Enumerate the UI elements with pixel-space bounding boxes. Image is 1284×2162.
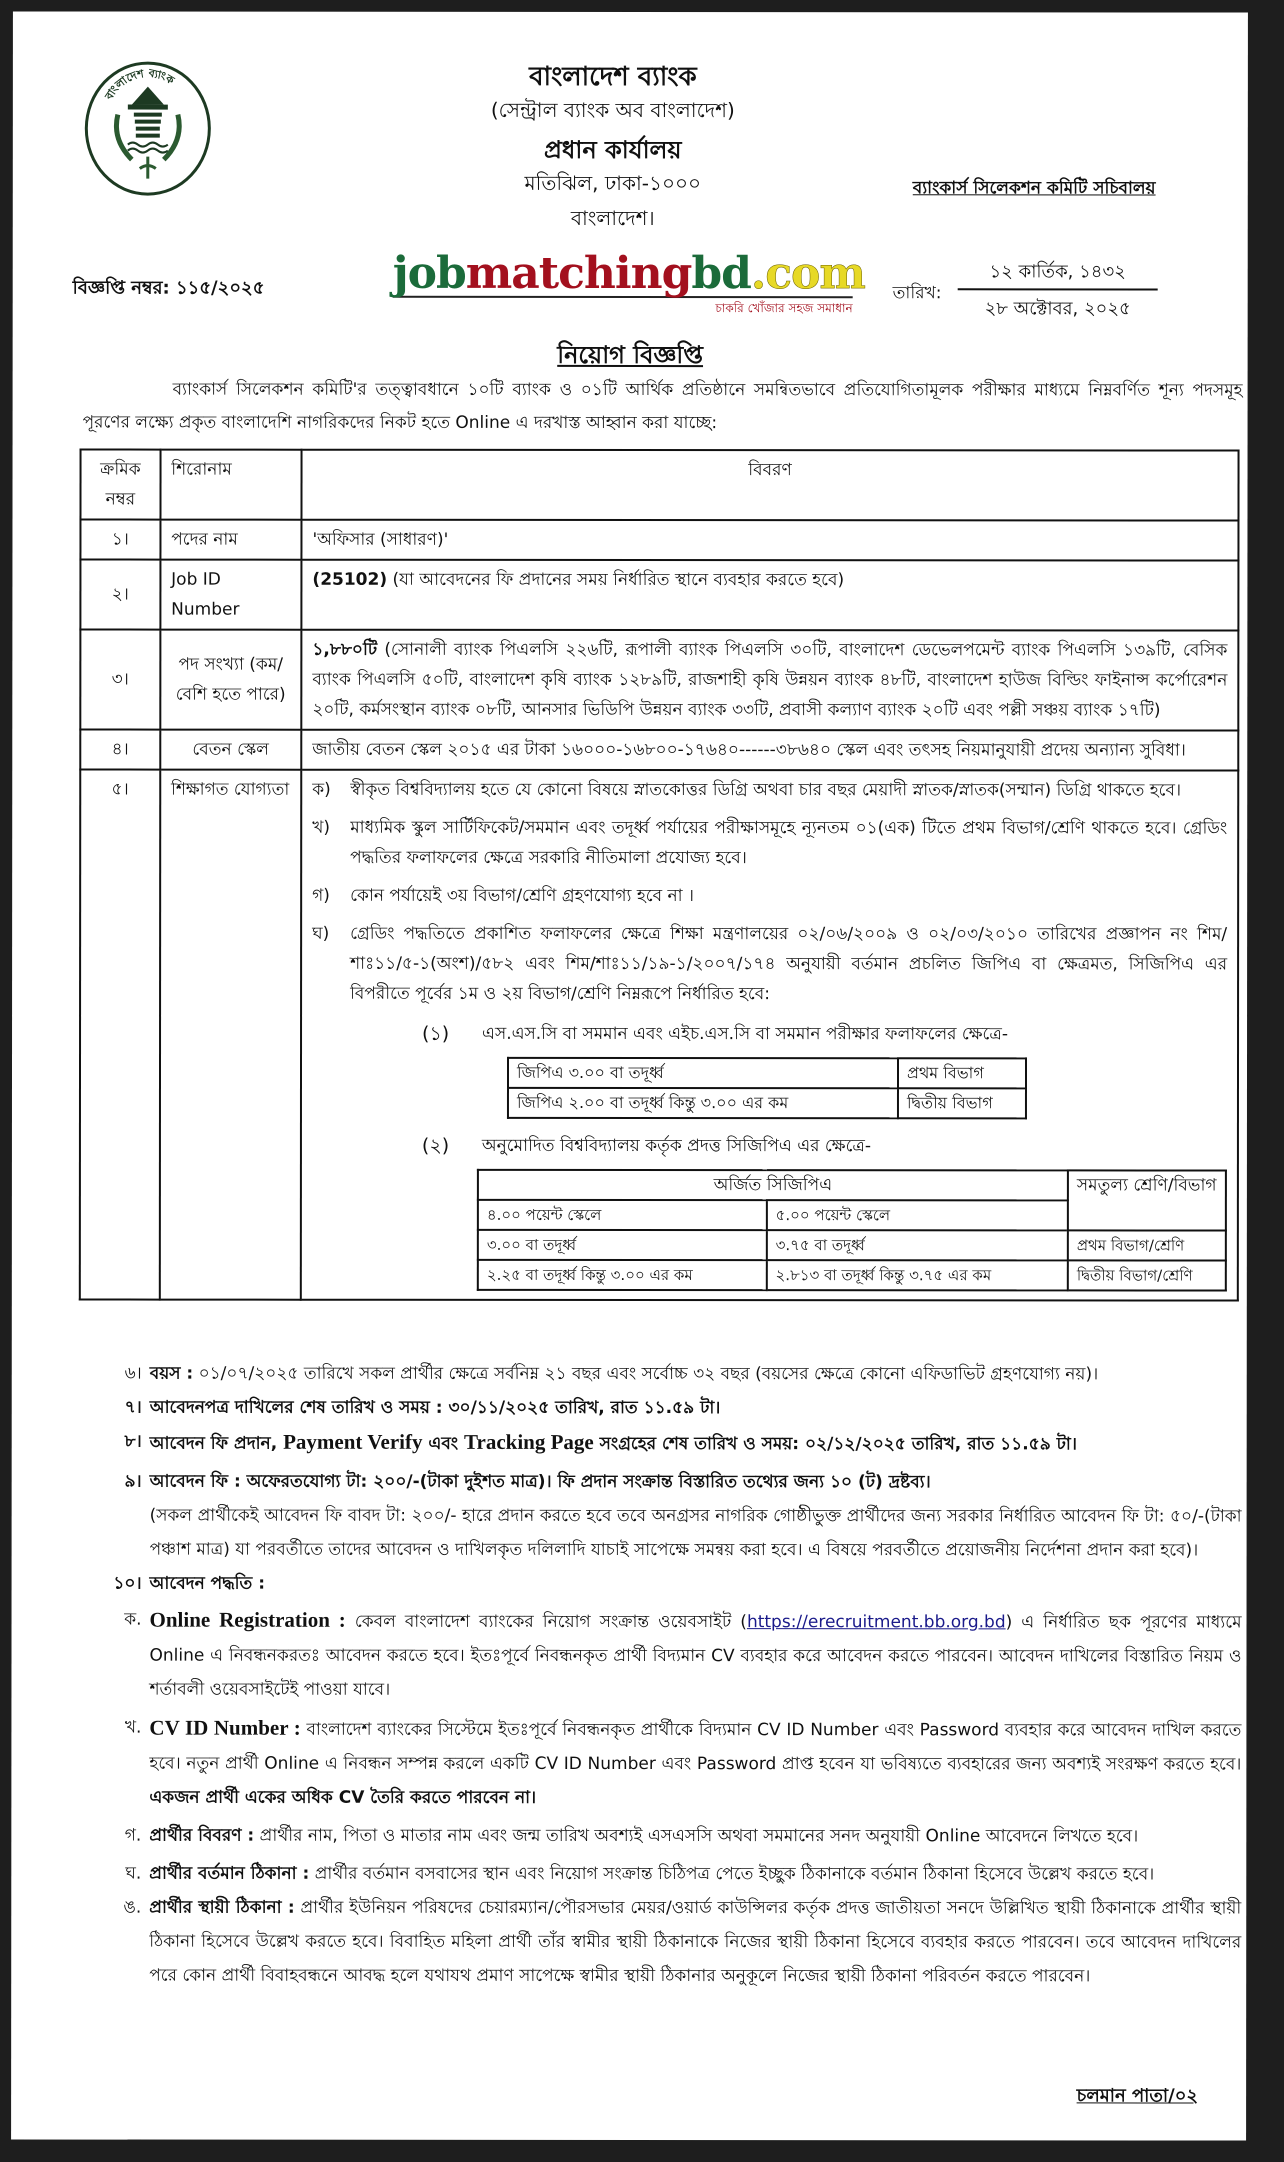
watermark-part-2: matching [465,247,692,300]
item-payment-deadline: ৮। আবেদন ফি প্রদান, Payment Verify এবং Tracking Page সংগ্রহের শেষ তারিখ ও সময়: ০২/১২/২০২৫ তারিখ, রাত ১১.৫৯ টা। [124,1429,1077,1455]
org-subtitle: (সেন্ট্রাল ব্যাংক অব বাংলাদেশ) [490,97,735,123]
table-row [80,560,1238,631]
gpa-table [507,1057,1027,1119]
row-title: পদের নাম [160,520,301,560]
item-method: ১০। আবেদন পদ্ধতি : [113,1573,266,1594]
qualification-item: ঘ) গ্রেডিং পদ্ধতিতে প্রকাশিত ফলাফলের ক্ষেত্রে শিক্ষা মন্ত্রণালয়ের ০২/০৬/২০০৯ ও ০২/০৩/২০১০ তারিখের প্রজ্ঞাপন নং শিম/শাঃ১১/৫-১(অংশ)/৫৮২ এবং শিম/শাঃ১১/১৯-১/২০০৭/১৭৪ অনুযায়ী বর্তমান প্রচলিত জিপিএ বা ক্ষেত্রমত, সিজিপিএ এর বিপরীতে পূর্বের ১ম ও ২য় বিভাগ/শ্রেণি নিম্নরূপে নির্ধারিত হবে: [312,923,1228,1005]
row-title: বেতন স্কেল [160,730,301,770]
qualification-item: খ) মাধ্যমিক স্কুল সার্টিফিকেট/সমমান এবং তদূর্ধ্ব পর্যায়ের পরীক্ষাসমূহে ন্যূনতম ০১(এক) টিতে প্রথম বিভাগ/শ্রেণি থাকতে হবে। গ্রেডিং পদ্ধতির ফলাফলের ক্ষেত্রে সরকারি নীতিমালা প্রযোজ্য হবে। [312,817,1228,869]
notice-number: বিজ্ঞপ্তি নম্বর: ১১৫/২০২৫ [72,277,265,299]
bank-emblem-icon [88,65,208,193]
row-number: ২। [80,560,160,630]
row-description [301,770,1238,1301]
item-fee: ৯। আবেদন ফি : অফেরতযোগ্য টা: ২০০/-(টাকা দুইশত মাত্র)। ফি প্রদান সংক্রান্ত বিস্তারিত তথ্যের জন্য ১০ (ট) দ্রষ্টব্য। [124,1471,931,1493]
watermark-part-3: bd [691,248,751,300]
date-label: তারিখ: [892,283,942,304]
watermark-part-1: job [392,247,466,299]
post-count: ১,৮৮০টি [312,639,378,660]
address-line-2: বাংলাদেশ। [570,205,655,231]
intro-paragraph: ব্যাংকার্স সিলেকশন কমিটি'র তত্ত্বাবধানে ১০টি ব্যাংক ও ০১টি আর্থিক প্রতিষ্ঠানে সমন্বিতভাবে প্রতিযোগিতামূলক পরীক্ষার মাধ্যমে নিম্নবর্ণিত শূন্য পদসমূহ পূরণের লক্ষ্যে প্রকৃত বাংলাদেশি নাগরিকদের নিকট হতে Online এ দরখাস্ত আহ্বান করা যাচ্ছে: [82,379,1243,434]
item-fee-note: (সকল প্রার্থীকেই আবেদন ফি বাবদ টা: ২০০/- হারে প্রদান করতে হবে তবে অনগ্রসর নাগরিক গোষ্ঠীভুক্ত প্রার্থীদের জন্য সরকার নির্ধারিত আবেদন ফি টা: ৫০/-(টাকা পঞ্চাশ মাত্র) যা পরবর্তীতে তাদের আবেদন ও দাখিলকৃত দলিলাদি যাচাই সাপেক্ষে সমন্বয় করা হবে। এ বিষয়ে পরবর্তীতে প্রয়োজনীয় নির্দেশনা প্রদান করা হবে)। [149,1505,1242,1561]
cgpa-section-heading: (২) অনুমোদিত বিশ্ববিদ্যালয় কর্তৃক প্রদত্ত সিজিপিএ এর ক্ষেত্রে- [421,1134,872,1157]
row-title: পদ সংখ্যা (কম/বেশি হতে পারে) [160,630,301,730]
qualification-item: ক) স্বীকৃত বিশ্ববিদ্যালয় হতে যে কোনো বিষয়ে স্নাতকোত্তর ডিগ্রি অথবা চার বছর মেয়াদী স্নাতক/স্নাতক(সম্মান) ডিগ্রি থাকতে হবে। [312,779,1182,801]
method-item-present-address: ঘ. প্রার্থীর বর্তমান ঠিকানা : প্রার্থীর বর্তমান বসবাসের স্থান এবং নিয়োগ সংক্রান্ত চিঠিপত্র পেতে ইচ্ছুক ঠিকানাকে বর্তমান ঠিকানা হিসেবে উল্লেখ করতে হবে। [125,1863,1155,1885]
table-row [80,630,1238,731]
org-name: বাংলাদেশ ব্যাংক [529,61,697,93]
row-description: জাতীয় বেতন স্কেল ২০১৫ এর টাকা ১৬০০০-১৬৮০০-১৭৬৪০------৩৮৬৪০ স্কেল এবং তৎসহ নিয়মানুযায়ী প্রদেয় অন্যান্য সুবিধা। [301,730,1238,771]
table-row [80,770,1238,1301]
gpa-row: জিপিএ ৩.০০ বা তদূর্ধ্ব প্রথম বিভাগ [508,1058,1026,1088]
notice-title: নিয়োগ বিজ্ঞপ্তি [557,340,704,370]
header-title: শিরোনাম [160,450,301,520]
items-list [81,1357,1242,1994]
bangladesh-bank-logo [85,62,211,196]
continued-page-label: চলমান পাতা/০২ [1076,2085,1199,2107]
cgpa-row: ২.২৫ বা তদূর্ধ্ব কিন্তু ৩.০০ এর কম ২.৮১৩ বা তদূর্ধ্ব কিন্তু ৩.৭৫ এর কম দ্বিতীয় বিভাগ/শ্রেণি [478,1260,1226,1291]
method-item-permanent-address: ঙ. প্রার্থীর স্থায়ী ঠিকানা : প্রার্থীর ইউনিয়ন পরিষদের চেয়ারম্যান/পৌরসভার মেয়র/ওয়ার্ড কাউন্সিলর কর্তৃক প্রদত্ত জাতীয়তা সনদে উল্লিখিত স্থায়ী ঠিকানাকে প্রার্থীর স্থায়ী ঠিকানা হিসেবে উল্লেখ করতে হবে। বিবাহিত মহিলা প্রার্থী তাঁর স্বামীর স্থায়ী ঠিকানাকে নিজের স্থায়ী ঠিকানা হিসেবে ব্যবহার করতে পারবেন। তবে আবেদন দাখিলের পরে কোন প্রার্থী বিবাহবন্ধনে আবদ্ধ হলে যথাযথ প্রমাণ সাপেক্ষে স্বামীর স্থায়ী ঠিকানার অনুকূলে নিজের স্থায়ী ঠিকানা পরিবর্তন করতে পারবেন। [123,1897,1242,1987]
item-age: ৬। বয়স : ০১/০৭/২০২৫ তারিখে সকল প্রার্থীর ক্ষেত্রে সর্বনিম্ন ২১ বছর এবং সর্বোচ্চ ৩২ বছর (বয়সের ক্ষেত্রে কোনো এফিডাভিট গ্রহণযোগ্য নয়)। [124,1363,1099,1385]
watermark-logo [392,247,865,320]
header-serial: ক্রমিক নম্বর [80,450,160,520]
row-number: ৪। [80,730,160,770]
row-description: ১,৮৮০টি (সোনালী ব্যাংক পিএলসি ২২৬টি, রূপালী ব্যাংক পিএলসি ৩০টি, বাংলাদেশ ডেভেলপমেন্ট ব্যাংক পিএলসি ১৩৯টি, বেসিক ব্যাংক পিএলসি ৫০টি, বাংলাদেশ কৃষি ব্যাংক ১২৮৯টি, রাজশাহী কৃষি উন্নয়ন ব্যাংক ৪৮টি, বাংলাদেশ হাউজ বিল্ডিং ফাইনান্স কর্পোরেশন ২০টি, কর্মসংস্থান ব্যাংক ০৮টি, আনসার ভিডিপি উন্নয়ন ব্যাংক ৩৩টি, প্রবাসী কল্যাণ ব্যাংক ২০টি এবং পল্লী সঞ্চয় ব্যাংক ১৭টি) [301,630,1238,731]
qualification-item: গ) কোন পর্যায়েই ৩য় বিভাগ/শ্রেণি গ্রহণযোগ্য হবে না । [312,885,695,907]
date-gregorian: ২৮ অক্টোবর, ২০২৫ [984,298,1131,320]
method-item-applicant-details: গ. প্রার্থীর বিবরণ : প্রার্থীর নাম, পিতা ও মাতার নাম এবং জন্ম তারিখ অবশ্যই এসএসসি অথবা সমমানের সনদ অনুযায়ী Online আবেদনে লিখতে হবে। [124,1825,1139,1847]
job-id: (25102) [312,569,388,590]
gpa-row: জিপিএ ২.০০ বা তদূর্ধ্ব কিন্তু ৩.০০ এর কম দ্বিতীয় বিভাগ [508,1088,1026,1118]
gpa-section-heading: (১) এস.এস.সি বা সমমান এবং এইচ.এস.সি বা সমমান পরীক্ষার ফলাফলের ক্ষেত্রে- [422,1022,1009,1045]
row-title: শিক্ষাগত যোগ্যতা [160,770,302,1300]
cgpa-row: ৩.০০ বা তদূর্ধ্ব ৩.৭৫ বা তদূর্ধ্ব প্রথম বিভাগ/শ্রেণি [478,1230,1226,1261]
recruitment-table [79,449,1240,1302]
row-title: Job ID Number [160,560,301,630]
erecruitment-link[interactable]: https://erecruitment.bb.org.bd [746,1612,1006,1633]
table-row [80,520,1238,561]
cgpa-table: অর্জিত সিজিপিএ সমতুল্য শ্রেণি/বিভাগ ৪.০০ পয়েন্ট স্কেলে ৫.০০ পয়েন্ট স্কেলে ৩.০০ বা তদূর্ধ্ব ৩.৭৫ বা তদূর্ধ্ব প্রথম বিভাগ/শ্রেণি ২.২৫ বা তদূর্ধ্ব কিন্তু ৩.০০ এর কম ২.৮১৩ বা তদূর্ধ্ব কিন্তু ৩.৭৫ এর কম দ্বিতীয় বিভাগ/শ্রেণি [477,1169,1227,1292]
office-name: প্রধান কার্যালয় [543,135,682,165]
item-deadline: ৭। আবেদনপত্র দাখিলের শেষ তারিখ ও সময় : ৩০/১১/২০২৫ তারিখ, রাত ১১.৫৯ টা। [124,1397,721,1419]
date-divider [958,288,1158,290]
table-header-row [80,450,1238,521]
svg-text:বাংলাদেশ ব্যাংক: বাংলাদেশ ব্যাংক [102,66,177,103]
row-number: ১। [80,520,160,560]
row-description: (25102) (যা আবেদনের ফি প্রদানের সময় নির্ধারিত স্থানে ব্যবহার করতে হবে) [301,560,1238,631]
method-item-cv-id: খ. CV ID Number : বাংলাদেশ ব্যাংকের সিস্টেমে ইতঃপূর্বে নিবন্ধনকৃত প্রার্থীকে বিদ্যমান CV ID Number এবং Password ব্যবহার করে আবেদন দাখিল করতে হবে। নতুন প্রার্থী Online এ নিবন্ধন সম্পন্ন করলে একটি CV ID Number এবং Password প্রাপ্ত হবেন যা ভবিষ্যতে ব্যবহারের জন্য অবশ্যই সংরক্ষণ করতে হবে। একজন প্রার্থী একের অধিক CV তৈরি করতে পারবেন না। [124,1715,1242,1808]
watermark-tagline: চাকরি খোঁজার সহজ সমাধান [715,301,853,316]
secretariat-label: ব্যাংকার্স সিলেকশন কমিটি সচিবালয় [912,178,1156,199]
row-number: ৫। [80,770,160,1300]
method-item-online-registration: ক. Online Registration : কেবল বাংলাদেশ ব্যাংকের নিয়োগ সংক্রান্ত ওয়েবসাইট (https://erecruitment.bb.org.bd) এ নির্ধারিত ছক পূরণের মাধ্যমে Online এ নিবন্ধনকরতঃ আবেদন করতে হবে। ইতঃপূর্বে নিবন্ধনকৃত প্রার্থী বিদ্যমান CV ব্যবহার করে আবেদন করতে পারবেন। আবেদন দাখিলের বিস্তারিত নিয়ম ও শর্তাবলী ওয়েবসাইটেই পাওয়া যাবে। [124,1607,1242,1700]
date-bangla: ১২ কার্তিক, ১৪৩২ [989,261,1126,283]
notice-page [11,11,1248,2140]
header-description: বিবরণ [301,450,1238,521]
row-number: ৩। [80,630,160,730]
table-row [80,730,1238,771]
address-line-1: মতিঝিল, ঢাকা-১০০০ [524,170,701,196]
row-description: 'অফিসার (সাধারণ)' [301,520,1238,561]
watermark-part-4: .com [750,248,865,300]
